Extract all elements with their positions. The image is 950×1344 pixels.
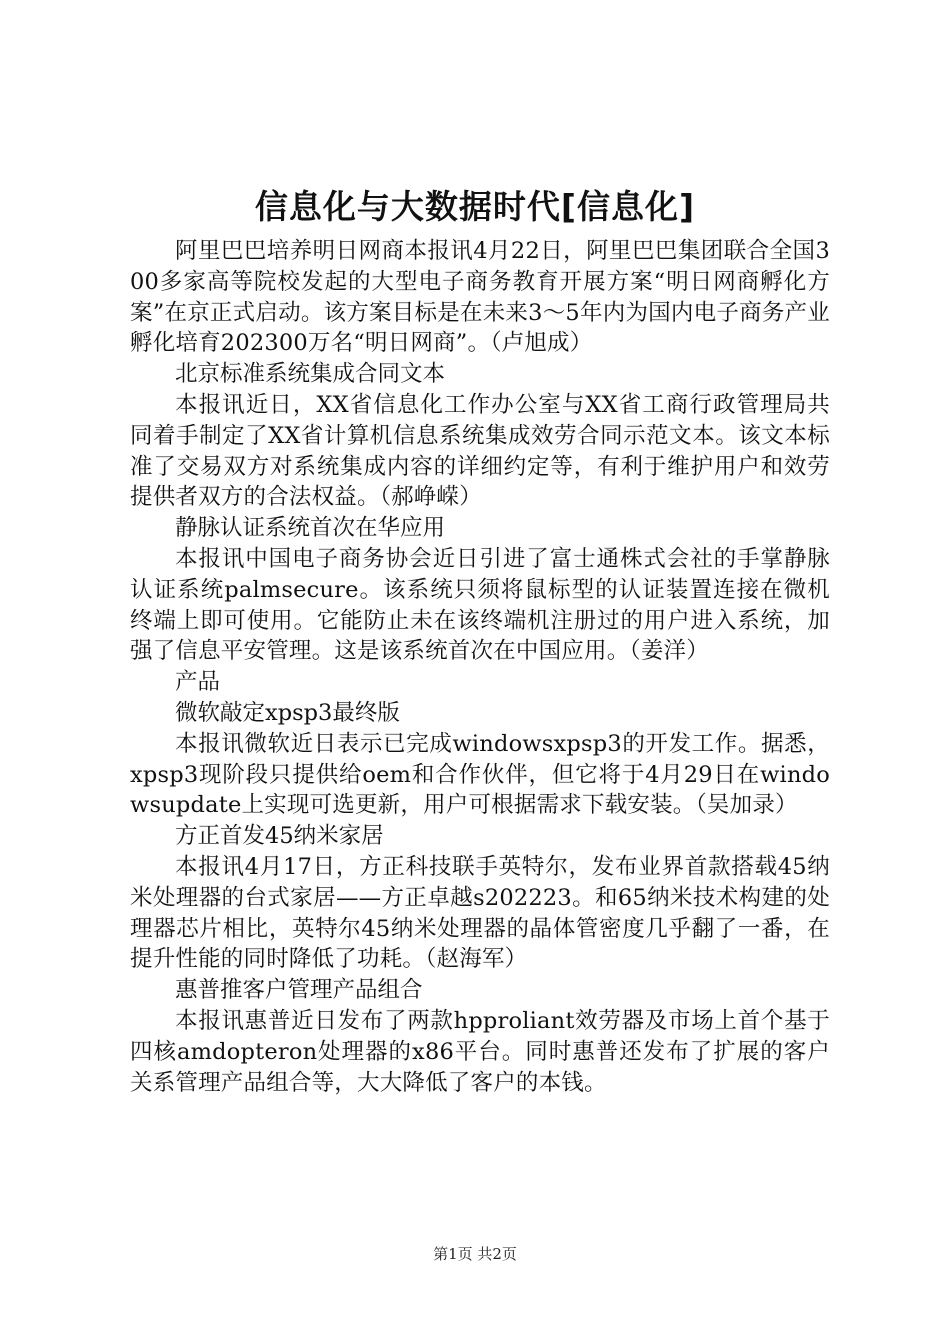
section-heading: 微软敲定xpsp3最终版 (175, 699, 400, 726)
document-body (130, 236, 830, 1098)
section-heading: 惠普推客户管理产品组合 (175, 977, 423, 1004)
section-heading: 北京标准系统集成合同文本 (175, 361, 446, 388)
section-heading: 静脉认证系统首次在华应用 (175, 515, 446, 542)
paragraph: 本报讯微软近日表示已完成windowsxpsp3的开发工作。据悉，xpsp3现阶段只提供给oem和合作伙伴，但它将于4月29日在windowsupdate上实现可选更新，用户可根据需求下载安装。（吴加录） (130, 730, 830, 819)
paragraph: 本报讯惠普近日发布了两款hpproliant效劳器及市场上首个基于四核amdopteron处理器的x86平台。同时惠普还发布了扩展的客户关系管理产品组合等，大大降低了客户的本钱。 (130, 1007, 830, 1096)
paragraph: 阿里巴巴培养明日网商本报讯4月22日，阿里巴巴集团联合全国300多家高等院校发起的大型电子商务教育开展方案“明日网商孵化方案”在京正式启动。该方案目标是在未来3～5年内为国内电子商务产业孵化培育202300万名“明日网商”。（卢旭成） (130, 238, 830, 357)
paragraph: 本报讯中国电子商务协会近日引进了富士通株式会社的手掌静脉认证系统palmsecure。该系统只须将鼠标型的认证装置连接在微机终端上即可使用。它能防止未在该终端机注册过的用户进入系统，加强了信息平安管理。这是该系统首次在中国应用。（姜洋） (130, 545, 830, 665)
section-heading: 产品 (175, 669, 221, 696)
page-number-footer: 第1页 共2页 (433, 1245, 517, 1263)
document-title: 信息化与大数据时代[信息化] (254, 187, 696, 226)
paragraph: 本报讯近日，XX省信息化工作办公室与XX省工商行政管理局共同着手制定了XX省计算机信息系统集成效劳合同示范文本。该文本标准了交易双方对系统集成内容的详细约定等，有利于维护用户和效劳提供者双方的合法权益。（郝峥嵘） (130, 391, 830, 511)
section-heading: 方正首发45纳米家居 (175, 823, 384, 850)
paragraph: 本报讯4月17日，方正科技联手英特尔，发布业界首款搭载45纳米处理器的台式家居——方正卓越s202223。和65纳米技术构建的处理器芯片相比，英特尔45纳米处理器的晶体管密度几乎翻了一番，在提升性能的同时降低了功耗。（赵海军） (130, 853, 830, 973)
